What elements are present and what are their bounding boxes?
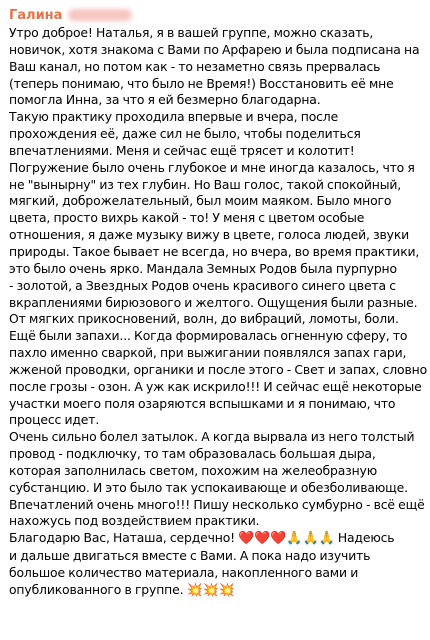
- heart-emoji-icons: ❤️❤️❤️: [238, 531, 287, 547]
- sender-name[interactable]: Галина: [9, 7, 63, 23]
- message-line-16: - золотой, а Звездных Родов очень красивого синего цвета с: [9, 277, 396, 293]
- message-line-6: Такую практику проходила впервые и вчера, после: [9, 109, 339, 125]
- message-line-7: прохождения её, даже сил не было, чтобы поделиться: [9, 126, 361, 142]
- closing-line-1: и дальше двигаться вместе с Вами. А пока надо изучить: [9, 548, 371, 564]
- message-text: [9, 25, 428, 600]
- message-body-lines: [9, 25, 428, 530]
- message-line-14: природы. Такое бывает не всегда, но вчера, во время практики,: [9, 243, 420, 259]
- message-line-15: это было очень ярко. Мандала Земных Родов была пурпурно: [9, 260, 397, 276]
- message-line-21: жженой проводки, органики и после этого - Свет и запах, словно: [9, 361, 428, 377]
- message-line-2: новичок, хотя знакома с Вами по Арфарею и была подписана на: [9, 41, 420, 57]
- closing-line-2: большое количество материала, накопленного вами и: [9, 565, 359, 580]
- message-closing-lines: [9, 548, 421, 582]
- thanks-tail: Надеюсь: [334, 530, 395, 546]
- sender-name-row[interactable]: [9, 5, 421, 25]
- message-line-last: [9, 582, 421, 600]
- folded-hands-emoji-icons: 🙏🙏🙏: [286, 531, 335, 547]
- message-line-13: отношения, я даже музыку вижу в цвете, голоса людей, звуки: [9, 227, 410, 243]
- message-line-28: субстанцию. И это было так успокаивающе и обезболивающе.: [9, 479, 408, 495]
- message-line-30: нахожусь под воздействием практики.: [9, 513, 260, 529]
- message-line-18: От мягких прикосновений, волн, до вибраций, ломоты, боли.: [9, 311, 399, 327]
- message-line-29: Впечатлений очень много!!! Пишу несколько сумбурно - всё ещё: [9, 496, 425, 512]
- collision-emoji-icons: 💥💥💥: [186, 582, 235, 598]
- message-line-25: Очень сильно болел затылок. А когда вырвала из него толстый: [9, 429, 415, 445]
- message-line-thanks: [9, 530, 421, 548]
- message-line-27: которая заполнилась светом, похожим на желеобразную: [9, 462, 378, 478]
- message-line-22: после грозы - озон. А уж как искрило!!! И сейчас ещё некоторые: [9, 378, 422, 394]
- message-line-26: провод - подключку, то там образовалась большая дыра,: [9, 446, 376, 462]
- last-line-text: опубликованного в группе.: [9, 581, 184, 597]
- message-line-17: вкраплениями бирюзового и желтого. Ощущения были разные.: [9, 294, 418, 310]
- message-line-9: Погружение было очень глубокое и мне иногда казалось, что я: [9, 159, 415, 175]
- message-line-19: Ещё были запахи... Когда формировалась огненную сферу, то: [9, 328, 408, 344]
- message-line-20: пахло именно сваркой, при выжигании появлялся запах гари,: [9, 345, 407, 361]
- sender-surname-redacted: [68, 9, 132, 21]
- message-line-10: не "вынырну" из тех глубин. Но Ваш голос, такой спокойный,: [9, 176, 402, 192]
- message-line-12: цвета, просто вихрь какой - то! У меня с цветом особые: [9, 210, 365, 226]
- message-line-24: процесс идет.: [9, 412, 100, 428]
- message-line-3: Ваш канал, но потом как - то незаметно связь прервалась: [9, 58, 381, 74]
- message-line-11: мягкий, доброжелательный, был моим маяком. Было много: [9, 193, 392, 209]
- message-line-1: Утро доброе! Наталья, я в вашей группе, можно сказать,: [9, 25, 374, 40]
- message-line-5: помогла Инна, за что я ей безмерно благодарна.: [9, 92, 321, 108]
- message-line-4: (теперь понимаю, что было не Время!) Восстановить её мне: [9, 75, 394, 91]
- thanks-text: Благодарю Вас, Наташа, сердечно!: [9, 530, 235, 546]
- message-line-8: впечатлениями. Меня и сейчас ещё трясет и колотит!: [9, 142, 355, 158]
- message-line-23: участки моего поля озаряются вспышками и я понимаю, что: [9, 395, 396, 411]
